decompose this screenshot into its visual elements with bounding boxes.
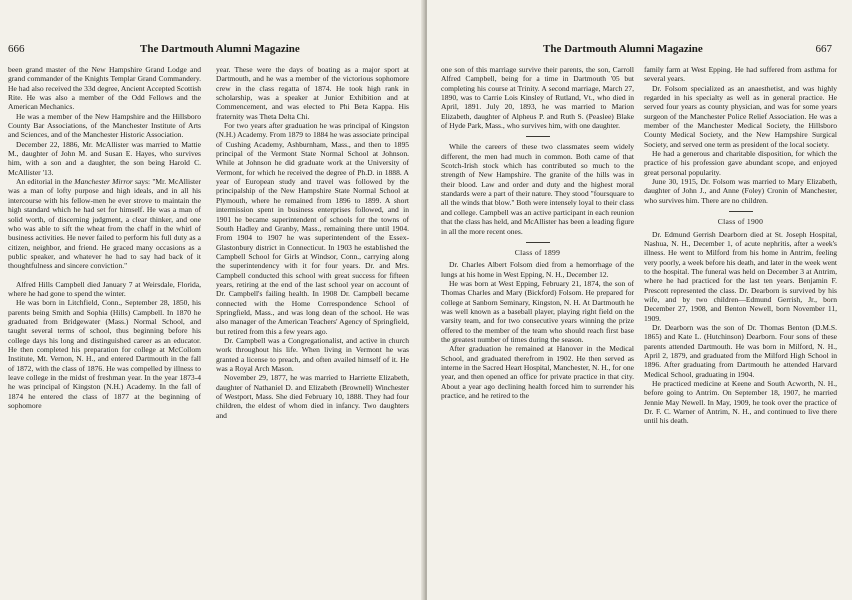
section-heading: Class of 1899	[514, 247, 561, 257]
paragraph: Dr. Folsom specialized as an anaesthetist, and was highly regarded in his specialty as well as in general practice. He served four years as county physician, and was for some years surgeon of the Manchester Police Relief Association. He was a member of the Manchester Medical Society, the Hillsboro County Medical Society, and the New Hampshire Surgical Society, and served one term as president of the local society.	[644, 83, 837, 149]
paragraph: He had a generous and charitable disposition, for which the practice of his profession gave abundant scope, and enjoyed great personal popularity.	[644, 149, 837, 177]
right-page-number: 667	[815, 43, 832, 55]
left-running-title: The Dartmouth Alumni Magazine	[140, 43, 300, 55]
paragraph: He was a member of the New Hampshire and the Hillsboro County Bar Associations, of the Manchester Institute of Arts and Sciences, and of the Manchester Historic Association.	[8, 111, 201, 140]
paragraph: For two years after graduation he was principal of Kingston (N.H.) Academy. From 1879 to 1884 he was associate principal of Cushing Academy, Ashburnham, Mass., and then to 1895 principal of the Vermont State Normal School at Johnson. While at Johnson he did graduate work at the University of Vermont, for which he received the degree of Ph.D. in 1888. A year of European study and travel was followed by the principalship of the New Hampshire State Normal School at Plymouth, where he remained from 1896 to 1899. A short intermission spent in business enterprises followed, and in 1901 he became superintendent of schools for the towns of South Hadley and Granby, Mass., remaining there until 1904. From 1904 to 1907 he was superintendent of the Essex-Glastonbury district in Connecticut. In 1903 he established the Campbell School for Girls at Windsor, Conn., carrying along the superintendency with it for four years. Dr. and Mrs. Campbell conducted this school with great success for fifteen years, retiring at the end of the last school year on account of Dr. Campbell's failing health. In 1908 Dr. Campbell became connected with the Home Correspondence School of Springfield, Mass., and was long dean of the school. He was also manager of the American Teachers' Agency of Springfield, but retired from this a few years ago.	[216, 121, 409, 336]
paragraph: Dr. Dearborn was the son of Dr. Thomas Benton (D.M.S. 1865) and Kate L. (Hutchinson) Dearborn. Four sons of these parents attended Dartmouth. He was born in Milford, N. H., April 2, 1879, and graduated from the Milford High School in 1896. After graduating from Dartmouth he attended Harvard Medical School, graduating in 1904.	[644, 322, 837, 379]
publication-name: Manchester Mirror	[74, 177, 133, 187]
left-page	[0, 0, 425, 600]
right-page	[427, 0, 852, 600]
paragraph: He was born in Litchfield, Conn., September 28, 1850, his parents being Smith and Sophia (Hills) Campbell. In 1870 he graduated from Bridgewater (Mass.) Normal School, and taught several terms of school, thus beginning before his college days his long and distinguished career as an educator. He then completed his preparation for college at McCollom Institute, Mt. Vernon, N. H., and entered Dartmouth in the fall of 1872, with the class of 1876. He was compelled by illness to leave college in the midst of freshman year. In the year 1873-4 he was principal of Kingston (N.H.) Academy. In the fall of 1874 he entered the class of 1877 at the beginning of sophomore	[8, 298, 201, 411]
left-column-1	[8, 65, 201, 410]
paragraph: year. These were the days of boating as a major sport at Dartmouth, and he was a member of the victorious sophomore crew in the class regatta of 1874. He took high rank in scholarship, was a speaker at Junior Exhibition and at Commencement, and was elected to Phi Beta Kappa. His fraternity was Theta Delta Chi.	[216, 65, 409, 121]
paragraph: He was born at West Epping, February 21, 1874, the son of Thomas Charles and Mary (Bickford) Folsom. He prepared for college at Sanborn Seminary, Kingston, N. H. At Dartmouth he was well known as a baseball player, playing right field on the varsity team, and for two consecutive years winning the prize offered to the member of the team who should reach first base the greatest number of times during the season.	[441, 278, 634, 344]
paragraph: Dr. Edmund Gerrish Dearborn died at St. Joseph Hospital, Nashua, N. H., December 1, of acute nephritis, after a week's illness. He went to Milford from his home in Antrim, feeling very poorly, a week before his death, and later in the week went to the hospital. The funeral was held on December 3 at Antrim, where he had practiced for the last ten years. Benjamin F. Prescott represented the class. Dr. Dearborn is survived by his wife, and by two children—Edmund Gerrish, Jr., born December 27, 1908, and Benton Newell, born November 11, 1909.	[644, 229, 837, 323]
left-column-2	[216, 65, 409, 420]
divider	[729, 211, 753, 212]
left-page-header	[8, 42, 417, 56]
paragraph: December 22, 1886, Mr. McAllister was married to Mattie M., daughter of John M. and Susan E. Hayes, who survives him, with a son and a daughter, the son being Harold C. McAllister '13.	[8, 139, 201, 177]
editorial-quote: says: "Mr. McAllister was a man of lofty purpose and high ideals, and in all his intercourse with his fellow-men he ever strove to maintain the high standard which he had set for himself. He was a man of solid worth, of discerning judgment, a clear thinker, and one who was able to sift the wheat from the chaff in the whirl of business activities. He never failed to perform his full duty as a citizen, neighbor, and friend. He graced many occasions as a public speaker, and whatever he had to say had back of it thoughtfulness and sincere conviction."	[8, 177, 201, 271]
editorial-intro: An editorial in the	[16, 177, 75, 187]
right-column-1	[441, 65, 634, 400]
paragraph: While the careers of these two classmates seem widely different, the men had much in common. Both came of that Scotch-Irish stock which has contributed so much to the strength of New Hampshire. The granite of the hills was in their blood. Law and order and duty and the highest moral standards were a part of their nature. They stood "foursquare to all the winds that blow." Both were intensely loyal to their class and college. Campbell was an active participant in each reunion that the class has held, and McAllister has been a leading figure in all the more recent ones.	[441, 142, 634, 236]
divider	[526, 136, 550, 137]
paragraph: family farm at West Epping. He had suffered from asthma for several years.	[644, 65, 837, 84]
right-running-title: The Dartmouth Alumni Magazine	[543, 43, 703, 55]
paragraph: Dr. Campbell was a Congregationalist, and active in church work throughout his life. When living in Vermont he was granted a license to preach, and often availed himself of it. He was a Royal Arch Mason.	[216, 335, 409, 373]
right-column-2	[644, 65, 837, 426]
paragraph: Alfred Hills Campbell died January 7 at Weirsdale, Florida, where he had gone to spend the winter.	[8, 279, 201, 298]
paragraph: one son of this marriage survive their parents, the son, Carroll Alfred Campbell, being for a time in Dartmouth '05 but completing his course at Trinity. A second marriage, March 27, 1890, was to Carrie Lois Kinsley of Rutland, Vt., who died in April, 1891. July 20, 1893, he was married to Marion Elizabeth, daughter of Alpheus P. and Ruth S. (Peaslee) Blake of Hyde Park, Mass., who survives him, with one daughter.	[441, 65, 634, 131]
left-page-number: 666	[8, 43, 25, 55]
paragraph	[8, 177, 201, 270]
paragraph: June 30, 1915, Dr. Folsom was married to Mary Elizabeth, daughter of John J., and Anne (Foley) Cronin of Manchester, who survives him. There are no children.	[644, 177, 837, 205]
divider	[526, 242, 550, 243]
paragraph: Dr. Charles Albert Folsom died from a hemorrhage of the lungs at his home in West Epping, N. H., December 12.	[441, 260, 634, 279]
paragraph: been grand master of the New Hampshire Grand Lodge and grand commander of the Knights Templar Grand Commandery. He had also received the 33d degree, Ancient Accepted Scottish Rite. He was also a member of the Odd Fellows and the American Mechanics.	[8, 65, 201, 112]
right-page-header	[527, 42, 832, 56]
section-heading: Class of 1900	[717, 217, 764, 227]
paragraph: After graduation he remained at Hanover in the Medical School, and graduated therefrom in 1902. He then served as interne in the Sacred Heart Hospital, Manchester, N. H., for one year, and then opened an office for private practice in that city. About a year ago declining health forced him to surrender his practice, and he retired to the	[441, 344, 634, 400]
spacer	[8, 271, 201, 280]
paragraph: He practiced medicine at Keene and South Acworth, N. H., before going to Antrim. On September 18, 1907, he married Jennie May Newell. In May, 1909, he took over the practice of Dr. F. C. Warner of Antrim, N. H., and continued to live there until his death.	[644, 379, 837, 426]
paragraph: November 29, 1877, he was married to Harriette Elizabeth, daughter of Nathaniel D. and Elizabeth (Brownell) Winchester of Westport, Mass. She died February 10, 1888. They had four children, the eldest of whom died in infancy. Two daughters and	[216, 373, 409, 420]
